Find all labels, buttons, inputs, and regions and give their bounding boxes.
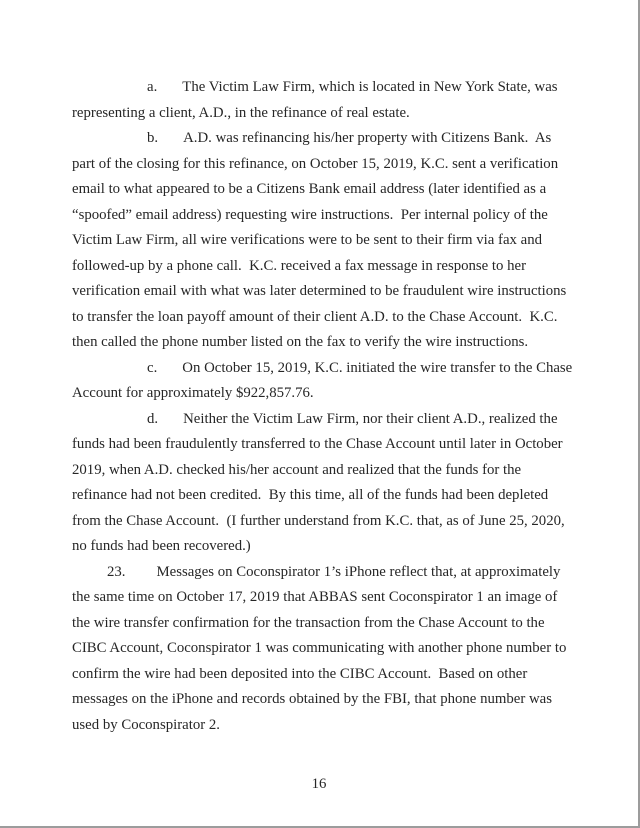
paragraph-c bbox=[72, 356, 574, 407]
paragraph-23-text: Messages on Coconspirator 1’s iPhone reflect that, at approximately the same time on October 17, 2019 that ABBAS sent Coconspirator 1 an image of the wire transfer confirmation for the transaction from the Chase Account to the CIBC Account, Coconspirator 1 was communicating with another phone number to confirm the wire had been deposited into the CIBC Account. Based on other messages on the iPhone and records obtained by the FBI, that phone number was used by Coconspirator 2. bbox=[72, 563, 571, 733]
paragraph-b-text: A.D. was refinancing his/her property with Citizens Bank. As part of the closing for this refinance, on October 15, 2019, K.C. sent a verification email to what appeared to be a Citizens Bank email address (later identified as a “spoofed” email address) requesting wire instructions. Per internal policy of the Victim Law Firm, all wire verifications were to be sent to their firm via fax and followed-up by a phone call. K.C. received a fax message in response to her verification email with what was later determined to be fraudulent wire instructions to transfer the loan payoff amount of their client A.D. to the Chase Account. K.C. then called the phone number listed on the fax to verify the wire instructions. bbox=[72, 130, 571, 350]
paragraph-d-label: d. bbox=[147, 410, 159, 427]
paragraph-c-label: c. bbox=[147, 359, 158, 376]
page-number: 16 bbox=[311, 776, 327, 792]
document-body bbox=[72, 75, 574, 738]
paragraph-a-text: The Victim Law Firm, which is located in New York State, was representing a client, A.D., in the refinance of real estate. bbox=[72, 79, 562, 121]
paragraph-d-text: Neither the Victim Law Firm, nor their client A.D., realized the funds had been fraudulently transferred to the Chase Account until later in October 2019, when A.D. checked his/her account and realized that the funds for the refinance had not been credited. By this time, all of the funds had been depleted from the Chase Account. (I further understand from K.C. that, as of June 25, 2020, no funds had been recovered.) bbox=[72, 410, 569, 554]
paragraph-a-label: a. bbox=[147, 79, 158, 95]
paragraph-d bbox=[72, 407, 574, 560]
paragraph-b bbox=[72, 126, 574, 356]
paragraph-b-label: b. bbox=[147, 130, 159, 146]
paragraph-c-text: On October 15, 2019, K.C. initiated the wire transfer to the Chase Account for approximately $922,857.76. bbox=[72, 359, 576, 401]
paragraph-23 bbox=[72, 560, 574, 739]
paragraph-23-label: 23. bbox=[107, 563, 126, 580]
paragraph-a bbox=[72, 75, 574, 126]
